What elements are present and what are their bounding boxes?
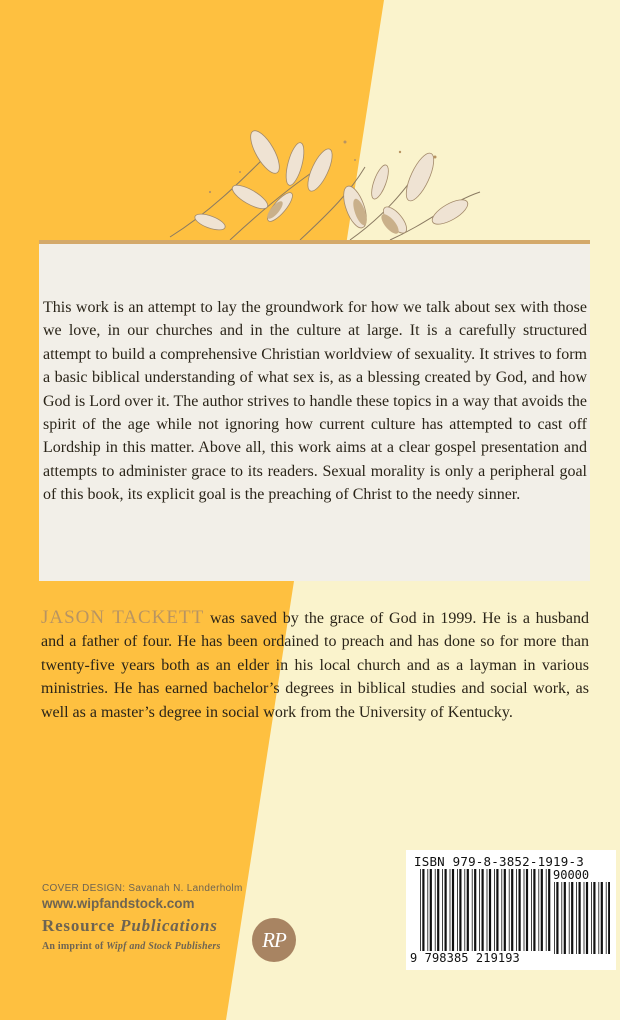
barcode-bar — [445, 869, 447, 951]
barcode-bar — [606, 882, 607, 954]
imprint-prefix: An imprint of — [42, 941, 107, 952]
publisher-name-part-2: Publications — [120, 916, 218, 935]
barcode-bar — [467, 869, 469, 951]
barcode-bar — [479, 869, 480, 951]
barcode-bar — [452, 869, 454, 951]
barcode-bar — [487, 869, 488, 951]
barcode-bar — [516, 869, 517, 951]
publisher-name-part-1: Resource — [42, 916, 121, 935]
barcode-bar — [569, 882, 570, 954]
book-description: This work is an attempt to lay the groundwork for how we talk about sex with those we love, in our churches and in the culture at large. It is a carefully structured attempt to build a comprehensive Christian worldview of sexuality. It strives to form a basic biblical understanding of what sex is, as a blessing created by God, and how God is Lord over it. The author strives to handle these topics in a way that avoids the spirit of the age while not ignoring how current culture has attempted to cast off Lordship in this matter. Above all, this work aims at a clear gospel presentation and attempts to administer grace to its readers. Sexual morality is only a peripheral goal of this book, its explicit goal is the preaching of Christ to the needy sinner. — [43, 299, 587, 504]
barcode-bar — [584, 882, 585, 954]
barcode-bar — [442, 869, 443, 951]
price-code: 90000 — [553, 868, 590, 882]
barcode-bar — [450, 869, 451, 951]
barcode-bar — [472, 869, 473, 951]
barcode-bar — [437, 869, 439, 951]
imprint-company: Wipf and Stock Publishers — [106, 941, 221, 952]
barcode-bar — [561, 882, 562, 954]
barcode-bar — [501, 869, 502, 951]
barcode-addon-bars — [554, 882, 610, 954]
barcode-bar — [586, 882, 588, 954]
isbn-label: ISBN 979-8-3852-1919-3 — [414, 854, 584, 869]
barcode-bar — [554, 882, 555, 954]
barcode-bar — [474, 869, 476, 951]
barcode-digits: 9 798385 219193 — [410, 951, 520, 965]
barcode-bar — [430, 869, 432, 951]
barcode-bar — [459, 869, 461, 951]
leaves-illustration — [150, 112, 500, 244]
barcode-bar — [579, 882, 581, 954]
barcode-bar — [519, 869, 521, 951]
isbn-barcode — [406, 850, 616, 970]
barcode-bar — [464, 869, 465, 951]
rp-logo-icon: RP — [252, 918, 296, 962]
publisher-website: www.wipfandstock.com — [42, 896, 195, 911]
barcode-bar — [524, 869, 525, 951]
barcode-bar — [457, 869, 458, 951]
barcode-bar — [533, 869, 535, 951]
barcode-bar — [548, 869, 550, 951]
author-bio-text: was saved by the grace of God in 1999. He is a husband and a father of four. He has been ordained to preach and has done so for more than twenty-five years both as an elder in his local church and as a layman in various ministries. He has earned bachelor’s degrees in biblical studies and social work, as well as a master’s degree in social work from the University of Kentucky. — [41, 610, 589, 721]
barcode-bar — [489, 869, 491, 951]
barcode-bar — [531, 869, 532, 951]
publisher-name — [42, 916, 218, 936]
barcode-bar — [538, 869, 539, 951]
barcode-bar — [576, 882, 577, 954]
barcode-bar — [571, 882, 573, 954]
barcode-bar — [546, 869, 547, 951]
barcode-bar — [422, 869, 424, 951]
barcode-bar — [482, 869, 484, 951]
barcode-bar — [541, 869, 543, 951]
barcode-bar — [420, 869, 421, 951]
barcode-bar — [509, 869, 510, 951]
barcode-bar — [593, 882, 595, 954]
barcode-bar — [496, 869, 498, 951]
barcode-bar — [591, 882, 592, 954]
barcode-bar — [598, 882, 599, 954]
barcode-bar — [564, 882, 566, 954]
barcode-bar — [526, 869, 528, 951]
barcode-bar — [435, 869, 436, 951]
barcode-bar — [556, 882, 558, 954]
imprint-line — [42, 941, 221, 952]
author-name: JASON TACKETT — [41, 607, 205, 628]
barcode-bar — [494, 869, 495, 951]
cover-design-credit: COVER DESIGN: Savanah N. Landerholm — [42, 883, 243, 894]
barcode-bar — [608, 882, 610, 954]
author-bio — [41, 606, 589, 724]
barcode-main-bars — [420, 869, 552, 951]
barcode-bar — [427, 869, 428, 951]
barcode-bar — [504, 869, 506, 951]
barcode-bar — [511, 869, 513, 951]
barcode-bar — [601, 882, 603, 954]
